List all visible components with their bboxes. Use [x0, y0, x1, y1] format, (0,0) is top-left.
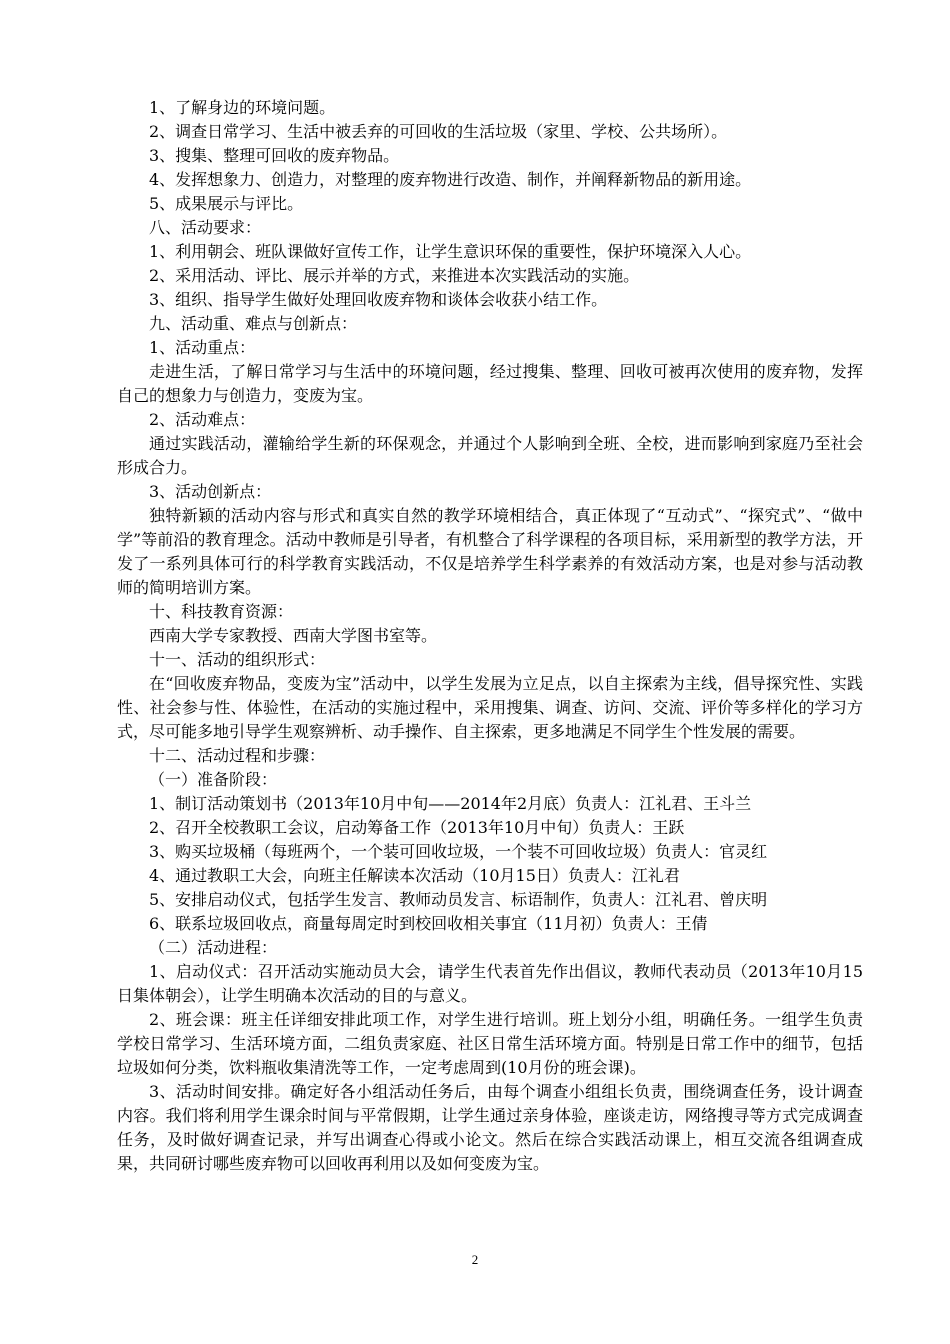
- prep-step-6: 6、联系垃圾回收点，商量每周定时到校回收相关事宜（11月初）负责人：王倩: [149, 914, 708, 933]
- paragraph-innovation: 独特新颖的活动内容与形式和真实自然的教学环境相结合，真正体现了“互动式”、“探究式”、“做中学”等前沿的教育理念。活动中教师是引导者，有机整合了科学课程的各项目标，采用新型的教学方法，开发了一系列具体可行的科学教育实践活动，不仅是培养学生科学素养的有效活动方案，也是对参与活动教师的简明培训方案。: [117, 506, 863, 597]
- paragraph-organization: 在“回收废弃物品，变废为宝”活动中，以学生发展为立足点，以自主探索为主线，倡导探究性、实践性、社会参与性、体验性，在活动的实施过程中，采用搜集、调查、访问、交流、评价等多样化的学习方式，尽可能多地引导学生观察辨析、动手操作、自主探索，更多地满足不同学生个性发展的需要。: [117, 674, 863, 741]
- prep-step-3: 3、购买垃圾桶（每班两个，一个装可回收垃圾，一个装不可回收垃圾）负责人：官灵红: [149, 842, 768, 861]
- list-item-2: 2、调查日常学习、生活中被丢弃的可回收的生活垃圾（家里、学校、公共场所）。: [149, 122, 728, 141]
- paragraph-difficulty: 通过实践活动，灌输给学生新的环保观念，并通过个人影响到全班、全校，进而影响到家庭乃至社会形成合力。: [117, 434, 863, 477]
- prep-step-5: 5、安排启动仪式，包括学生发言、教师动员发言、标语制作，负责人：江礼君、曾庆明: [149, 890, 768, 909]
- subheading-innovation: 3、活动创新点：: [149, 482, 272, 501]
- list-item-5: 5、成果展示与评比。: [149, 194, 304, 213]
- subheading-preparation: （一）准备阶段：: [149, 770, 278, 789]
- section-heading-process: 十二、活动过程和步骤：: [149, 746, 326, 765]
- subheading-difficulty: 2、活动难点：: [149, 410, 256, 429]
- requirement-1: 1、利用朝会、班队课做好宣传工作，让学生意识环保的重要性，保护环境深入人心。: [149, 242, 752, 261]
- progress-step-2: 2、班会课：班主任详细安排此项工作，对学生进行培训。班上划分小组，明确任务。一组学生负责学校日常学习、生活环境方面，二组负责家庭、社区日常生活环境方面。特别是日常工作中的细节，包括垃圾如何分类，饮料瓶收集清洗等工作，一定考虑周到(10月份的班会课)。: [117, 1010, 863, 1077]
- paragraph-resources: 西南大学专家教授、西南大学图书室等。: [149, 626, 438, 645]
- list-item-3: 3、搜集、整理可回收的废弃物品。: [149, 146, 400, 165]
- document-body: [117, 96, 863, 1176]
- list-item-4: 4、发挥想象力、创造力，对整理的废弃物进行改造、制作，并阐释新物品的新用途。: [149, 170, 752, 189]
- section-heading-key-points: 九、活动重、难点与创新点：: [149, 314, 358, 333]
- section-heading-organization: 十一、活动的组织形式：: [149, 650, 326, 669]
- list-item-1: 1、了解身边的环境问题。: [149, 98, 336, 117]
- page-number: 2: [471, 1252, 479, 1267]
- requirement-2: 2、采用活动、评比、展示并举的方式，来推进本次实践活动的实施。: [149, 266, 640, 285]
- section-heading-resources: 十、科技教育资源：: [149, 602, 294, 621]
- subheading-progress: （二）活动进程：: [149, 938, 278, 957]
- prep-step-1: 1、制订活动策划书（2013年10月中旬——2014年2月底）负责人：江礼君、王斗兰: [149, 794, 752, 813]
- paragraph-focus: 走进生活，了解日常学习与生活中的环境问题，经过搜集、整理、回收可被再次使用的废弃物，发挥自己的想象力与创造力，变废为宝。: [117, 362, 863, 405]
- prep-step-2: 2、召开全校教职工会议，启动筹备工作（2013年10月中旬）负责人：王跃: [149, 818, 685, 837]
- progress-step-1: 1、启动仪式：召开活动实施动员大会，请学生代表首先作出倡议，教师代表动员（2013年10月15日集体朝会），让学生明确本次活动的目的与意义。: [117, 962, 863, 1005]
- progress-step-3: 3、活动时间安排。确定好各小组活动任务后，由每个调查小组组长负责，围绕调查任务，设计调查内容。我们将利用学生课余时间与平常假期，让学生通过亲身体验，座谈走访，网络搜寻等方式完成调查任务，及时做好调查记录，并写出调查心得或小论文。然后在综合实践活动课上，相互交流各组调查成果，共同研讨哪些废弃物可以回收再利用以及如何变废为宝。: [117, 1082, 863, 1173]
- requirement-3: 3、组织、指导学生做好处理回收废弃物和谈体会收获小结工作。: [149, 290, 608, 309]
- section-heading-requirements: 八、活动要求：: [149, 218, 262, 237]
- prep-step-4: 4、通过教职工大会，向班主任解读本次活动（10月15日）负责人：江礼君: [149, 866, 680, 885]
- subheading-focus: 1、活动重点：: [149, 338, 256, 357]
